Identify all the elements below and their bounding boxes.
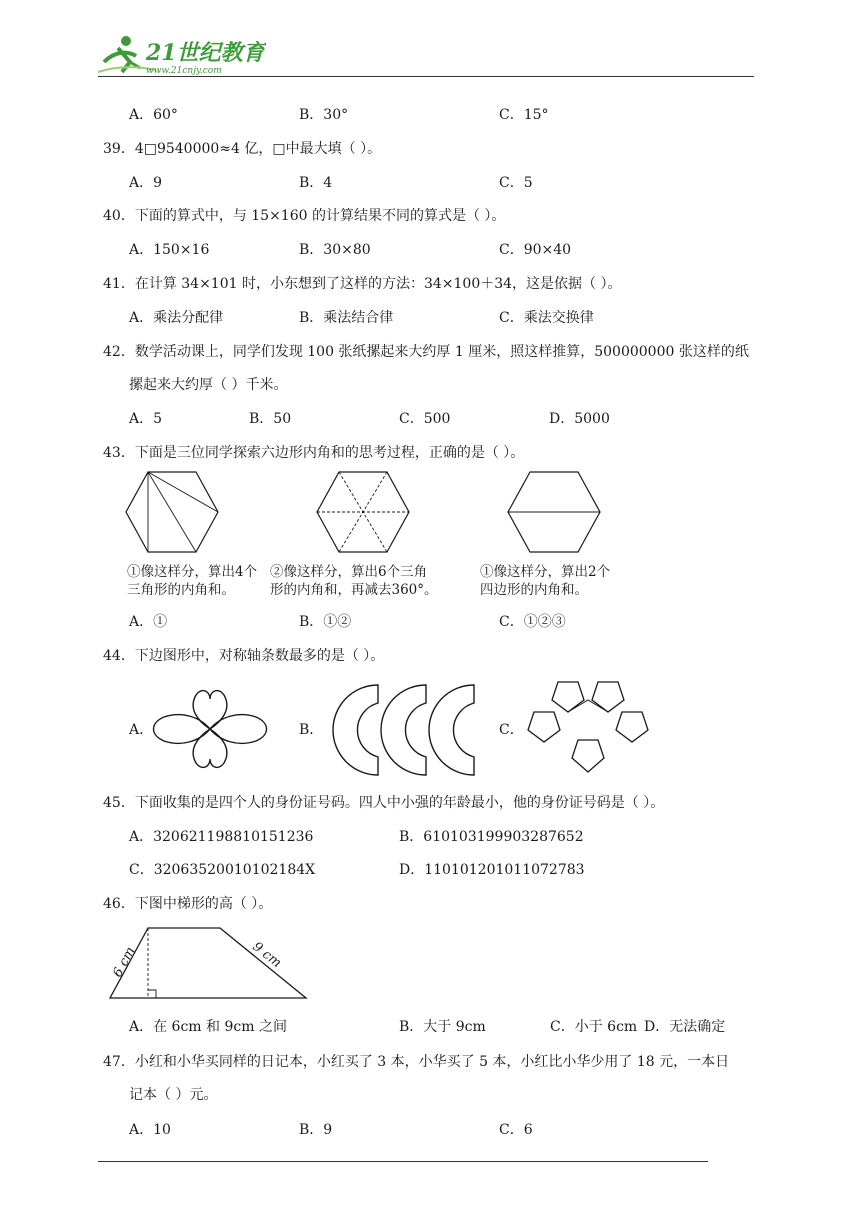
q43-caption-2-line1: ②像这样分，算出6个三角 bbox=[270, 564, 428, 580]
site-logo bbox=[96, 32, 266, 78]
q46-option-c: C．小于 6cm bbox=[550, 1019, 638, 1035]
q46-option-d: D．无法确定 bbox=[644, 1019, 726, 1035]
trapezoid-label-right: 9 cm bbox=[249, 939, 285, 971]
logo-text: 21世纪教育 bbox=[146, 40, 265, 66]
q43-caption-1-line1: ①像这样分，算出4个 bbox=[127, 564, 258, 580]
header-rule bbox=[98, 76, 754, 77]
q43-option-a: A．① bbox=[129, 614, 168, 630]
q40-stem: 40．下面的算式中，与 15×160 的计算结果不同的算式是（ ）。 bbox=[103, 208, 506, 224]
q44-option-a: A． bbox=[129, 722, 154, 738]
footer-rule bbox=[98, 1161, 708, 1162]
q43-caption-3-line2: 四边形的内角和。 bbox=[480, 582, 588, 598]
q39-option-c: C．5 bbox=[499, 175, 533, 191]
q45-option-b: B．610103199903287652 bbox=[399, 829, 584, 845]
q40-option-b: B．30×80 bbox=[299, 242, 371, 258]
q42-stem-line1: 42．数学活动课上，同学们发现 100 张纸摞起来大约厚 1 厘米，照这样推算，500000000 张这样的纸 bbox=[103, 344, 749, 360]
q42-option-c: C．500 bbox=[399, 411, 451, 427]
q45-option-c: C．32063520010102184X bbox=[129, 862, 316, 878]
q41-option-a: A．乘法分配律 bbox=[129, 310, 224, 326]
q47-stem-line1: 47．小红和小华买同样的日记本，小红买了 3 本，小华买了 5 本，小红比小华少用了 18 元，一本日 bbox=[103, 1054, 730, 1070]
q41-option-b: B．乘法结合律 bbox=[299, 310, 394, 326]
q43-option-b: B．①② bbox=[299, 614, 352, 630]
trapezoid-label-left: 6 cm bbox=[110, 944, 139, 980]
logo-url: www.21cnjy.com bbox=[146, 66, 222, 76]
q43-caption-2-line2: 形的内角和，再减去360°。 bbox=[270, 582, 438, 598]
q42-option-b: B．50 bbox=[249, 411, 292, 427]
q40-option-c: C．90×40 bbox=[499, 242, 572, 258]
q40-option-a: A．150×16 bbox=[129, 242, 210, 258]
q38-option-a: A．60° bbox=[129, 107, 178, 123]
crescents-figure bbox=[318, 683, 486, 777]
pentagons-figure bbox=[524, 680, 652, 776]
q43-stem: 43．下面是三位同学探索六边形内角和的思考过程，正确的是（ ）。 bbox=[103, 445, 525, 461]
q46-option-b: B．大于 9cm bbox=[399, 1019, 486, 1035]
q47-option-c: C．6 bbox=[499, 1122, 533, 1138]
q41-option-c: C．乘法交换律 bbox=[499, 310, 594, 326]
q44-stem: 44．下边图形中，对称轴条数最多的是（ ）。 bbox=[103, 648, 385, 664]
q41-stem: 41．在计算 34×101 时，小东想到了这样的方法：34×100＋34，这是依据（ ）。 bbox=[103, 276, 622, 292]
q38-option-b: B．30° bbox=[299, 107, 349, 123]
q42-option-a: A．5 bbox=[129, 411, 163, 427]
q44-option-b: B． bbox=[299, 722, 324, 738]
q45-option-a: A．320621198810151236 bbox=[129, 829, 314, 845]
q43-option-c: C．①②③ bbox=[499, 614, 566, 630]
q44-option-c: C． bbox=[499, 722, 524, 738]
four-hearts-figure bbox=[148, 685, 272, 773]
q46-option-a: A．在 6cm 和 9cm 之间 bbox=[129, 1019, 287, 1035]
q42-stem-line2: 摞起来大约厚（ ）千米。 bbox=[129, 377, 288, 393]
q47-option-a: A．10 bbox=[129, 1122, 171, 1138]
q43-caption-1-line2: 三角形的内角和。 bbox=[127, 582, 235, 598]
q43-caption-3-line1: ①像这样分，算出2个 bbox=[480, 564, 611, 580]
trapezoid-figure bbox=[100, 920, 312, 1004]
q45-stem: 45．下面收集的是四个人的身份证号码。四人中小强的年龄最小，他的身份证号码是（ ）。 bbox=[103, 795, 665, 811]
hexagon-figure-2 bbox=[315, 470, 411, 554]
q47-option-b: B．9 bbox=[299, 1122, 333, 1138]
q39-stem: 39．4□9540000≈4 亿，□中最大填（ ）。 bbox=[103, 141, 382, 157]
q47-stem-line2: 记本（ ）元。 bbox=[129, 1087, 218, 1103]
q38-option-c: C．15° bbox=[499, 107, 549, 123]
q45-option-d: D．110101201011072783 bbox=[399, 862, 585, 878]
q46-stem: 46．下图中梯形的高（ ）。 bbox=[103, 896, 273, 912]
hexagon-figure-3 bbox=[506, 470, 602, 554]
q39-option-b: B．4 bbox=[299, 175, 333, 191]
hexagon-figure-1 bbox=[124, 470, 220, 554]
q42-option-d: D．5000 bbox=[549, 411, 610, 427]
q39-option-a: A．9 bbox=[129, 175, 163, 191]
